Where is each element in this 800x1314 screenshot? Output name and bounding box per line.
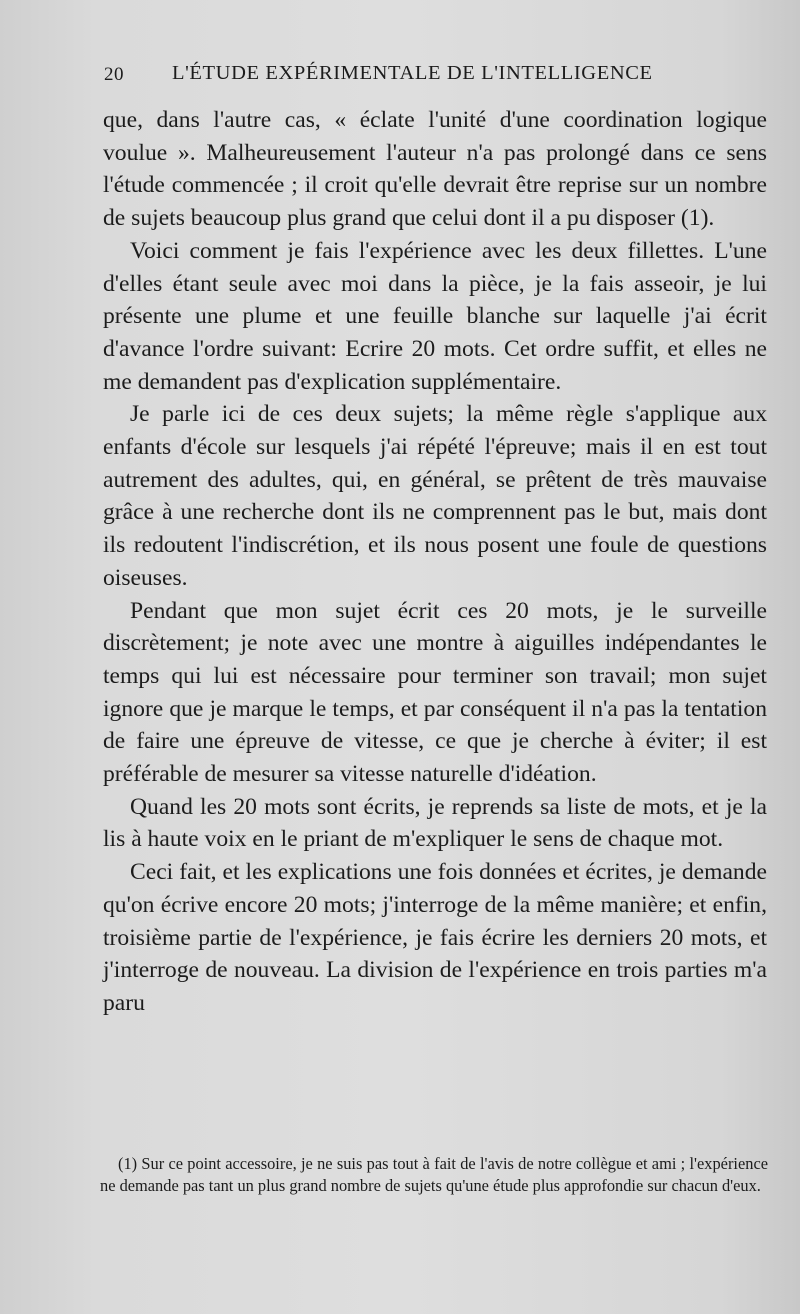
running-head (104, 62, 772, 96)
page-number: 20 (104, 64, 124, 85)
footnotes (100, 1153, 768, 1197)
paragraph: Ceci fait, et les explications une fois données et écrites, je demande qu'on écrive encore 20 mots; j'interroge de la même manière; et enfin, troisième partie de l'expérience, je fais écrire les derniers 20 mots, et j'interroge de nouveau. La division de l'expérience en trois parties m'a paru (103, 859, 767, 1016)
paragraph: Pendant que mon sujet écrit ces 20 mots, je le surveille discrètement; je note avec une montre à aiguilles indépendantes le temps qui lui est nécessaire pour terminer son travail; mon sujet ignore que je marque le temps, et par conséquent il n'a pas la tentation de faire une épreuve de vitesse, ce que je cherche à éviter; il est préférable de mesurer sa vitesse naturelle d'idéation. (103, 597, 767, 788)
paragraph: Quand les 20 mots sont écrits, je reprends sa liste de mots, et je la lis à haute voix en le priant de m'expliquer le sens de chaque mot. (103, 793, 767, 853)
paragraph-continued: que, dans l'autre cas, « éclate l'unité d'une coordination logique voulue ». Malheureusement l'auteur n'a pas prolongé dans ce sens l'étude commencée ; il croit qu'elle devrait être reprise sur un nombre de sujets beaucoup plus grand que celui dont il a pu disposer (1). (103, 107, 767, 232)
paragraph: Voici comment je fais l'expérience avec les deux fillettes. L'une d'elles étant seule avec moi dans la pièce, je la fais asseoir, je lui présente une plume et une feuille blanche sur laquelle j'ai écrit d'avance l'ordre suivant: Ecrire 20 mots. Cet ordre suffit, et elles ne me demandent pas d'explication supplémentaire. (103, 237, 767, 395)
body-text (103, 104, 767, 1020)
running-title: L'ÉTUDE EXPÉRIMENTALE DE L'INTELLIGENCE (172, 62, 653, 84)
paragraph: Je parle ici de ces deux sujets; la même règle s'applique aux enfants d'école sur lesquels j'ai répété l'épreuve; mais il en est tout autrement des adultes, qui, en général, se prêtent de très mauvaise grâce à une recherche dont ils ne comprennent pas le but, mais dont ils redoutent l'indiscrétion, et ils nous posent une foule de questions oiseuses. (103, 401, 767, 591)
footnote: (1) Sur ce point accessoire, je ne suis pas tout à fait de l'avis de notre collègue et ami ; l'expérience ne demande pas tant un plus grand nombre de sujets qu'une étude plus approfondie sur chacun d'eux. (100, 1154, 768, 1195)
